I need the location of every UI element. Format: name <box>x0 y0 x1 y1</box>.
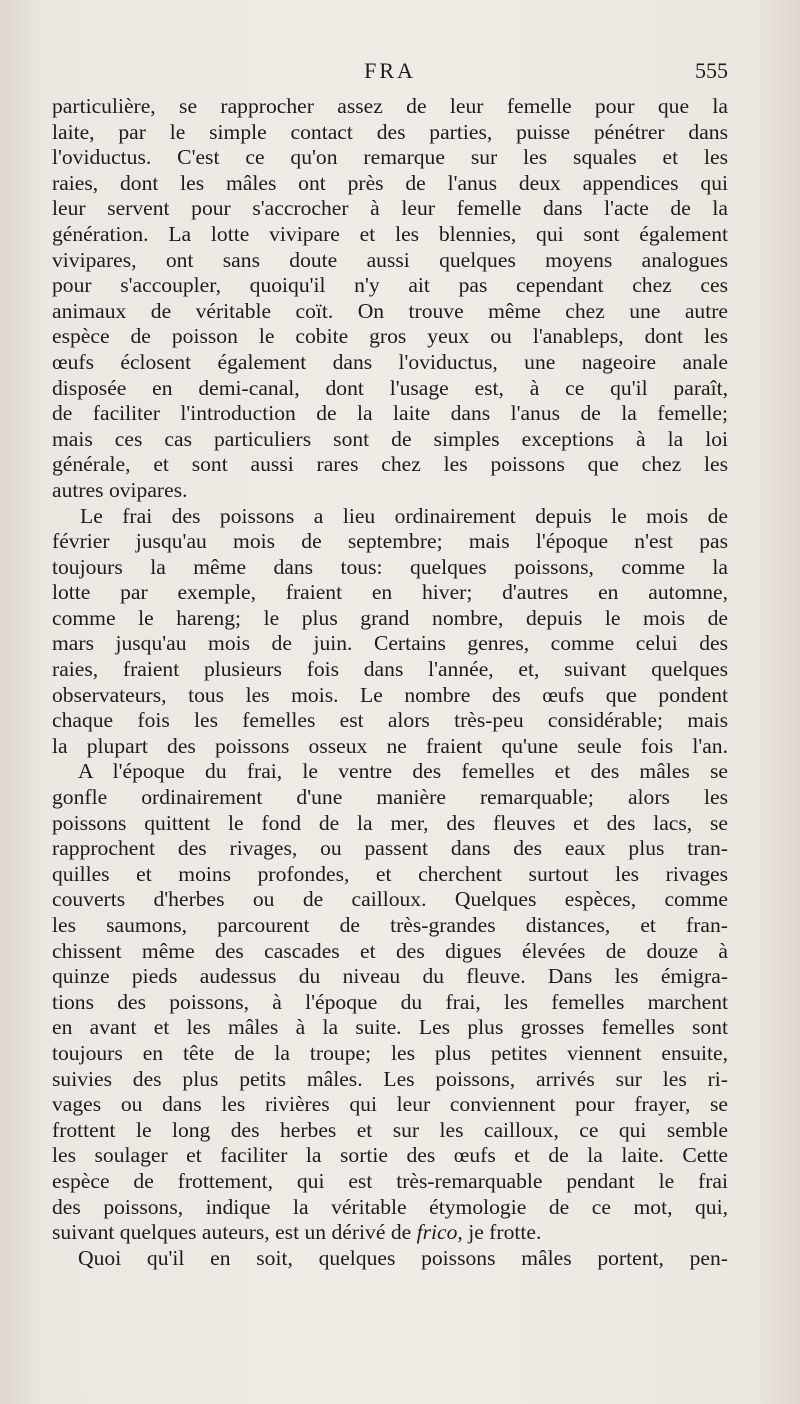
text-line: toujours en tête de la troupe; les plus petites viennent ensuite, <box>52 1040 728 1065</box>
text-line: Quoi qu'il en soit, quelques poissons mâles portent, pen- <box>78 1245 728 1270</box>
text-line: chaque fois les femelles est alors très-peu considérable; mais <box>52 708 728 733</box>
text-line: raies, fraient plusieurs fois dans l'année, et, suivant quelques <box>52 657 728 682</box>
text-line-with-italic <box>52 1220 728 1246</box>
text-line: la plupart des poissons osseux ne fraient qu'une seule fois l'an. <box>52 733 728 758</box>
text-line: tions des poissons, à l'époque du frai, les femelles marchent <box>52 989 728 1014</box>
text-line: frottent le long des herbes et sur les cailloux, ce qui semble <box>52 1117 728 1142</box>
text-line: mars jusqu'au mois de juin. Certains genres, comme celui des <box>52 631 728 656</box>
text-line: suivies des plus petits mâles. Les poissons, arrivés sur les ri- <box>52 1066 728 1091</box>
text-line: vages ou dans les rivières qui leur conviennent pour frayer, se <box>52 1092 728 1117</box>
body-text <box>52 94 728 1271</box>
text-fragment: , je frotte. <box>457 1220 542 1245</box>
paragraph-2 <box>52 504 728 760</box>
text-line: rapprochent des rivages, ou passent dans des eaux plus tran- <box>52 836 728 861</box>
text-line: œufs éclosent également dans l'oviductus, une nageoire anale <box>52 349 728 374</box>
text-line: vivipares, ont sans doute aussi quelques moyens analogues <box>52 247 728 272</box>
text-line: quinze pieds audessus du niveau du fleuve. Dans les émigra- <box>52 964 728 989</box>
running-title: FRA <box>364 58 416 83</box>
text-line: espèce de poisson le cobite gros yeux ou l'anableps, dont les <box>52 324 728 349</box>
text-line: particulière, se rapprocher assez de leur femelle pour que la <box>52 94 728 118</box>
text-line: de faciliter l'introduction de la laite dans l'anus de la femelle; <box>52 401 728 426</box>
text-line: les saumons, parcourent de très-grandes distances, et fran- <box>52 913 728 937</box>
text-line: observateurs, tous les mois. Le nombre des œufs que pondent <box>52 682 728 707</box>
text-line: couverts d'herbes ou de cailloux. Quelques espèces, comme <box>52 887 728 912</box>
text-line: génération. La lotte vivipare et les blennies, qui sont également <box>52 221 728 246</box>
text-fragment: suivant quelques auteurs, est un dérivé de <box>52 1220 417 1245</box>
paragraph-4 <box>52 1246 728 1272</box>
text-line: animaux de véritable coït. On trouve même chez une autre <box>52 298 728 323</box>
text-line: comme le hareng; le plus grand nombre, depuis le mois de <box>52 605 728 630</box>
italic-word: frico <box>416 1220 458 1245</box>
text-line: pour s'accoupler, quoiqu'il n'y ait pas cependant chez ces <box>52 273 728 298</box>
text-line: toujours la même dans tous: quelques poissons, comme la <box>52 554 728 579</box>
text-line: quilles et moins profondes, et cherchent surtout les rivages <box>52 861 728 886</box>
text-line: en avant et les mâles à la suite. Les plus grosses femelles sont <box>52 1015 728 1040</box>
text-line: espèce de frottement, qui est très-remarquable pendant le frai <box>52 1168 728 1193</box>
text-line: lotte par exemple, fraient en hiver; d'autres en automne, <box>52 580 728 605</box>
text-line: laite, par le simple contact des parties, puisse pénétrer dans <box>52 119 728 144</box>
text-line: poissons quittent le fond de la mer, des fleuves et des lacs, se <box>52 810 728 835</box>
text-line: gonfle ordinairement d'une manière remarquable; alors les <box>52 785 728 810</box>
text-line: les soulager et faciliter la sortie des œufs et de la laite. Cette <box>52 1143 728 1168</box>
page-number: 555 <box>695 58 728 83</box>
text-line: des poissons, indique la véritable étymologie de ce mot, qui, <box>52 1194 728 1219</box>
text-line: Le frai des poissons a lieu ordinairement depuis le mois de <box>80 503 728 528</box>
paragraph-1 <box>52 94 728 504</box>
text-line: générale, et sont aussi rares chez les poissons que chez les <box>52 452 728 477</box>
text-line: autres ovipares. <box>52 477 188 502</box>
text-line: leur servent pour s'accrocher à leur femelle dans l'acte de la <box>52 196 728 221</box>
text-line: mais ces cas particuliers sont de simples exceptions à la loi <box>52 426 728 451</box>
text-line: raies, dont les mâles ont près de l'anus deux appendices qui <box>52 170 728 195</box>
text-line: A l'époque du frai, le ventre des femelles et des mâles se <box>78 759 728 784</box>
paragraph-3 <box>52 759 728 1245</box>
text-line: février jusqu'au mois de septembre; mais l'époque n'est pas <box>52 529 728 554</box>
text-line: chissent même des cascades et des digues élevées de douze à <box>52 938 728 963</box>
page-header <box>52 58 728 92</box>
text-line: l'oviductus. C'est ce qu'on remarque sur les squales et les <box>52 145 728 170</box>
text-line: disposée en demi-canal, dont l'usage est, à ce qu'il paraît, <box>52 375 728 400</box>
